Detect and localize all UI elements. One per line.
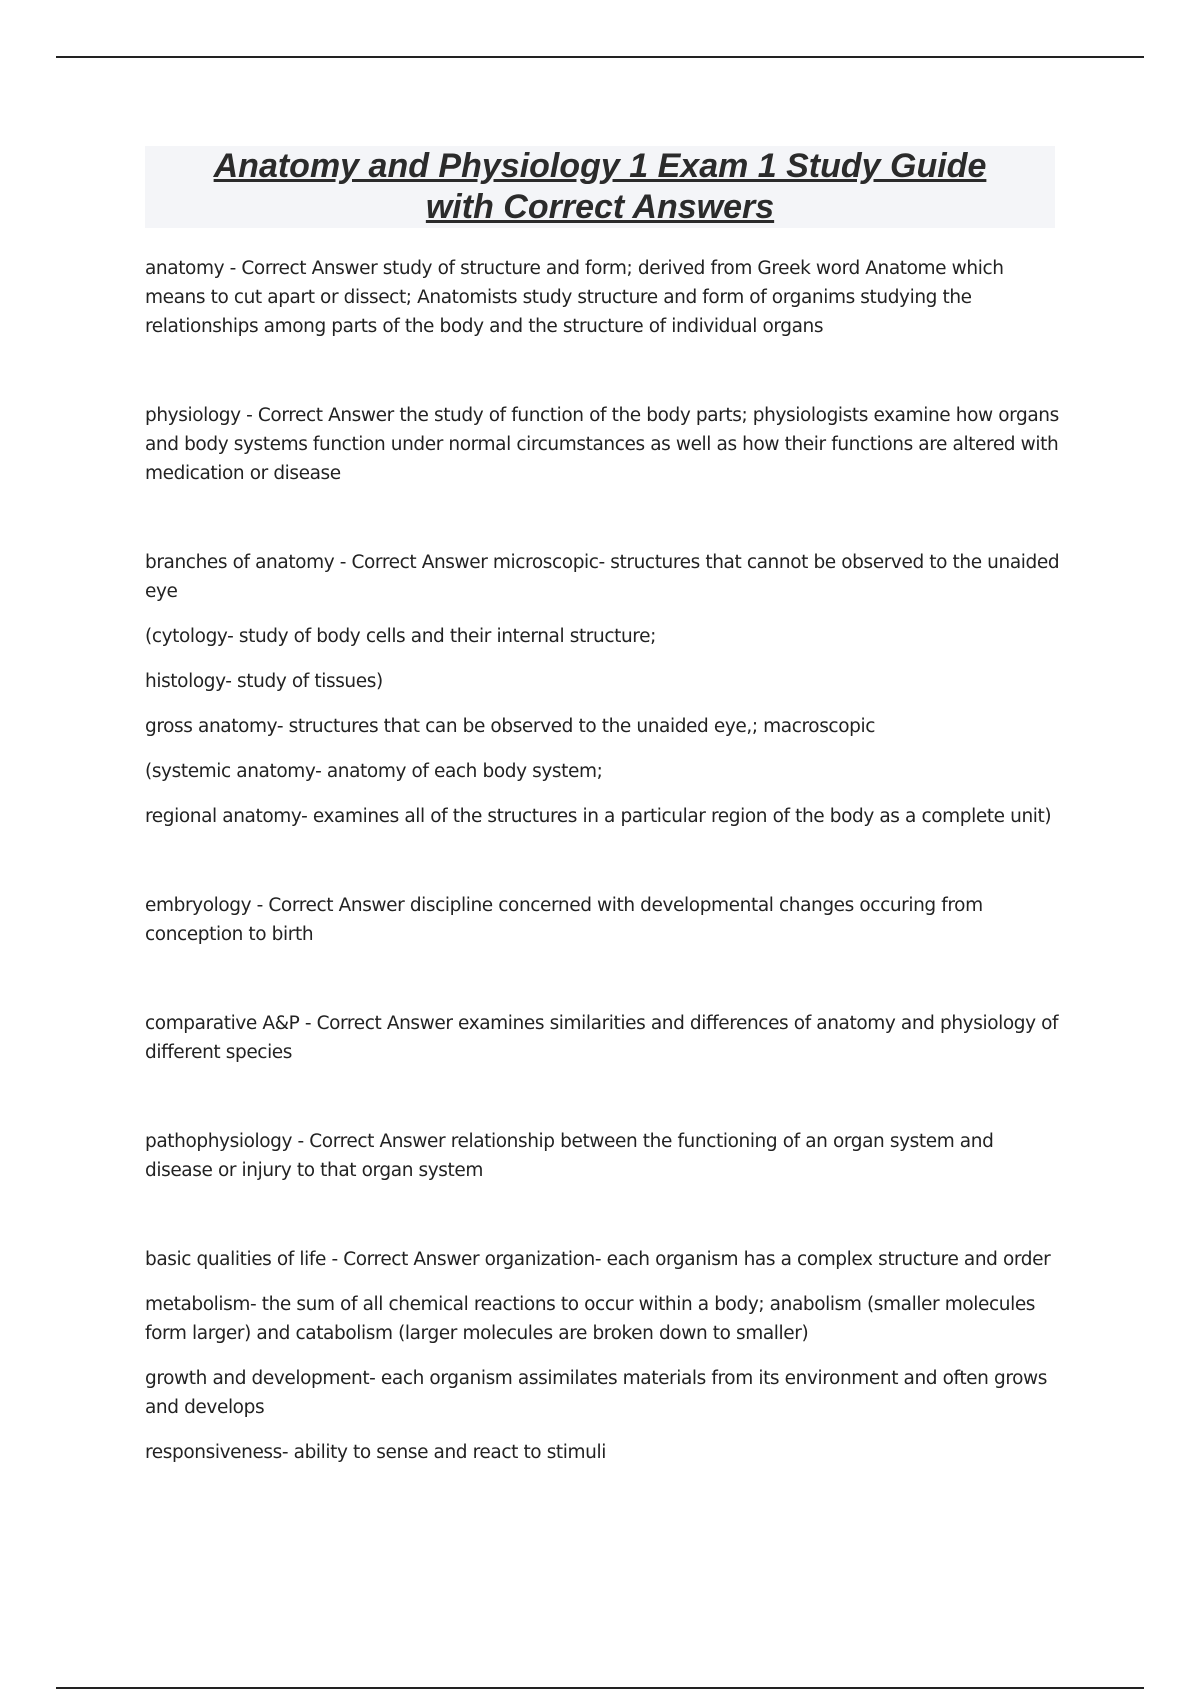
entry-branches-of-anatomy xyxy=(145,548,1065,831)
entry-paragraph: (cytology- study of body cells and their internal structure; xyxy=(145,626,656,647)
entry-spacer xyxy=(145,1083,1065,1127)
entry-paragraph: regional anatomy- examines all of the structures in a particular region of the body as a complete unit) xyxy=(145,806,1052,827)
title-line-1: Anatomy and Physiology 1 Exam 1 Study Guide xyxy=(213,147,987,185)
entry-physiology xyxy=(145,401,1065,488)
entry-paragraph: metabolism- the sum of all chemical reactions to occur within a body; anabolism (smaller molecules form larger) and catabolism (larger molecules are broken down to smaller) xyxy=(145,1294,1036,1344)
entry-paragraph: branches of anatomy - Correct Answer microscopic- structures that cannot be observed to the unaided eye xyxy=(145,552,1060,602)
entry-paragraph: histology- study of tissues) xyxy=(145,671,383,692)
entry-basic-qualities-of-life xyxy=(145,1245,1065,1467)
entry-paragraph: (systemic anatomy- anatomy of each body system; xyxy=(145,761,603,782)
entry-paragraph: responsiveness- ability to sense and react to stimuli xyxy=(145,1442,606,1463)
entry-paragraph: basic qualities of life - Correct Answer organization- each organism has a complex structure and order xyxy=(145,1249,1051,1270)
entry-spacer xyxy=(145,847,1065,891)
entry-paragraph: comparative A&P - Correct Answer examines similarities and differences of anatomy and physiology of different species xyxy=(145,1013,1059,1063)
entry-spacer xyxy=(145,504,1065,548)
entry-anatomy xyxy=(145,254,1065,341)
entry-paragraph: gross anatomy- structures that can be observed to the unaided eye,; macroscopic xyxy=(145,716,875,737)
top-rule xyxy=(56,56,1144,58)
entry-paragraph: physiology - Correct Answer the study of function of the body parts; physiologists examine how organs and body systems function under normal circumstances as well as how their functions are altered with medication or disease xyxy=(145,405,1059,484)
entry-comparative-ap xyxy=(145,1009,1065,1067)
entry-spacer xyxy=(145,965,1065,1009)
entry-paragraph: pathophysiology - Correct Answer relationship between the functioning of an organ system and disease or injury to that organ system xyxy=(145,1131,994,1181)
entry-pathophysiology xyxy=(145,1127,1065,1185)
entry-spacer xyxy=(145,357,1065,401)
title-line-2: with Correct Answers xyxy=(425,188,775,226)
page-title xyxy=(145,146,1055,228)
entry-paragraph: growth and development- each organism assimilates materials from its environment and often grows and develops xyxy=(145,1368,1048,1418)
entry-embryology xyxy=(145,891,1065,949)
entry-paragraph: anatomy - Correct Answer study of structure and form; derived from Greek word Anatome which means to cut apart or dissect; Anatomists study structure and form of organims studying the relationships among parts of the body and the structure of individual organs xyxy=(145,258,1004,337)
study-guide-content xyxy=(145,254,1065,1483)
entry-spacer xyxy=(145,1201,1065,1245)
bottom-rule xyxy=(56,1687,1144,1689)
entry-paragraph: embryology - Correct Answer discipline concerned with developmental changes occuring from conception to birth xyxy=(145,895,983,945)
